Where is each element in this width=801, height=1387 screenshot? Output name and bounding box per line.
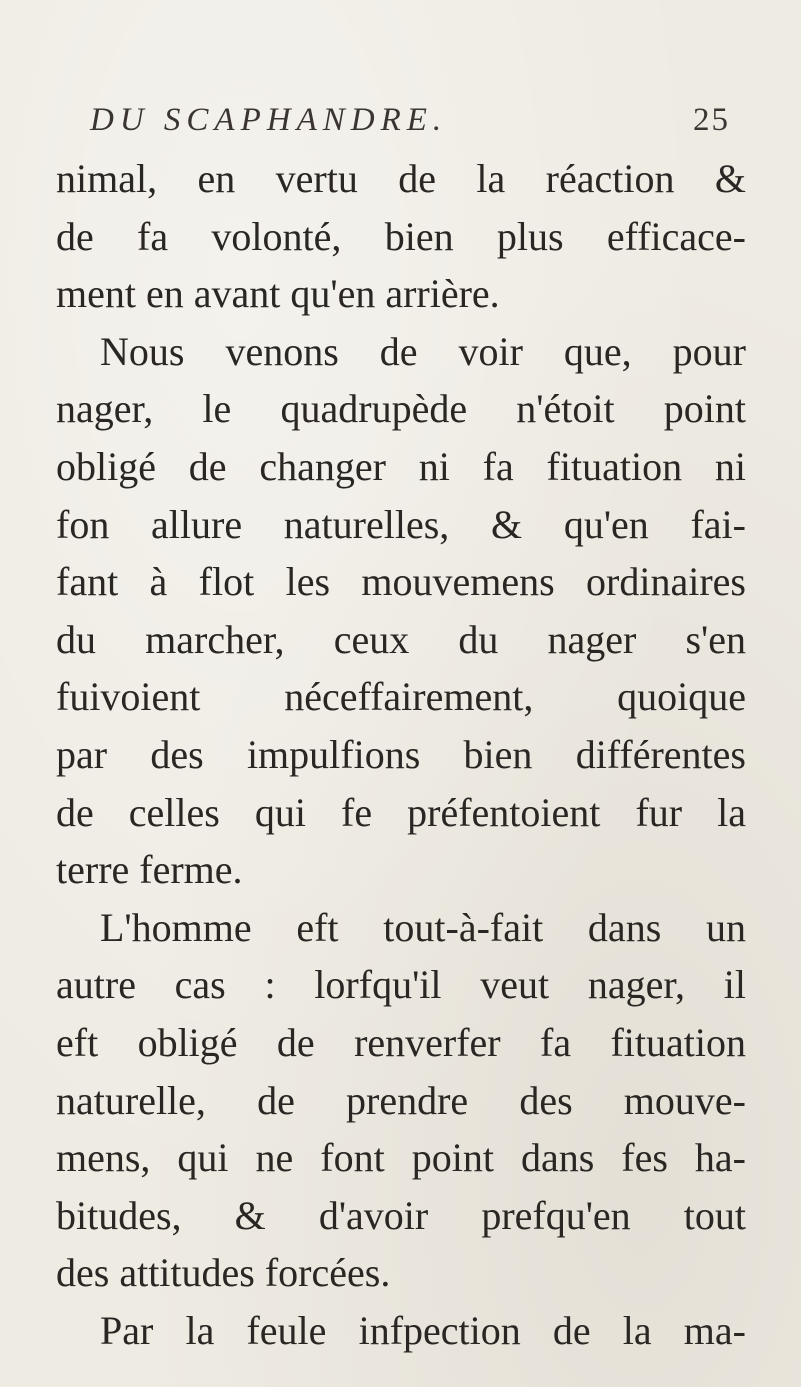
page-number: 25 <box>693 102 730 138</box>
paragraph-start-line: L'homme eft tout-à-fait dans un <box>100 904 746 950</box>
paragraph-start-line: Par la feule infpection de la ma- <box>100 1307 746 1353</box>
text-line: fant à flot les mouvemens ordinaires <box>56 559 746 605</box>
text-line: eft obligé de renverfer fa fituation <box>56 1019 746 1065</box>
text-line: nimal, en vertu de la réaction & <box>56 156 746 201</box>
text-line: ment en avant qu'en arrière. <box>56 271 500 317</box>
body-text <box>56 150 746 1359</box>
text-line: bitudes, & d'avoir prefqu'en tout <box>56 1192 746 1238</box>
text-line: de fa volonté, bien plus efficace- <box>56 213 746 259</box>
text-line: fuivoient néceffairement, quoique <box>56 674 746 720</box>
text-line: des attitudes forcées. <box>56 1250 391 1296</box>
text-line: nager, le quadrupède n'étoit point <box>56 386 746 432</box>
text-line: par des impulfions bien différentes <box>56 731 746 777</box>
running-head-title: DU SCAPHANDRE. <box>90 102 448 138</box>
paragraph-start-line: Nous venons de voir que, pour <box>100 328 746 374</box>
text-line: obligé de changer ni fa fituation ni <box>56 443 746 489</box>
running-head <box>90 102 730 148</box>
text-line: fon allure naturelles, & qu'en fai- <box>56 501 746 547</box>
text-line: terre ferme. <box>56 847 243 893</box>
text-line: mens, qui ne font point dans fes ha- <box>56 1135 746 1181</box>
text-line: naturelle, de prendre des mouve- <box>56 1077 746 1123</box>
text-line: de celles qui fe préfentoient fur la <box>56 789 746 835</box>
text-line: autre cas : lorfqu'il veut nager, il <box>56 962 746 1008</box>
text-line: du marcher, ceux du nager s'en <box>56 616 746 662</box>
